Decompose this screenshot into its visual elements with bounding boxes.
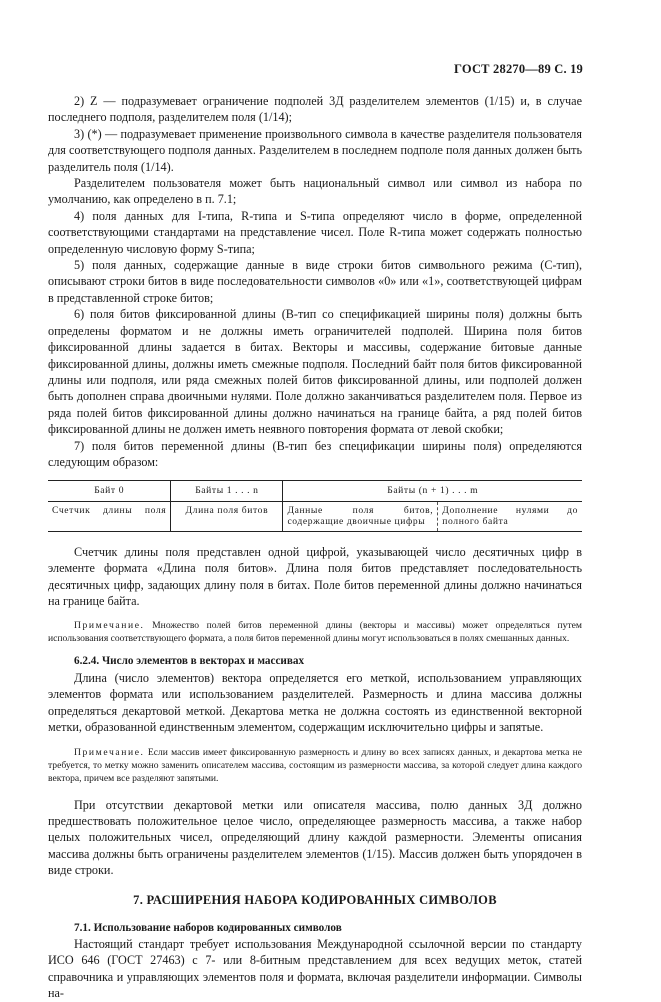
paragraph-item-7: 7) поля битов переменной длины (В-тип без спецификации ширины поля) определяются следующим образом: (48, 438, 582, 469)
paragraph-length-counter: Счетчик длины поля представлен одной цифрой, указывающей число десятичных цифр в элементе формата «Длина поля битов». Длина поля битов представляет последовательность десятичных цифр, задающих длину поля в битах. Поле битов переменной длины должно начинаться на границе байта. (48, 544, 582, 609)
section-title-7: 7. РАСШИРЕНИЯ НАБОРА КОДИРОВАННЫХ СИМВОЛОВ (133, 892, 497, 907)
table-cell-zero-padding: Дополнение нулями до полного байта (438, 501, 582, 531)
note-text: Если массив имеет фиксированную размерность и длину во всех записях данных, и декартова метка не требуется, то метку можно заменить описателем массива, состоящим из размерности массива, за которой следует длина каждого вектора, причем все разделяют запятыми. (48, 746, 582, 784)
paragraph-item-2: 2) Z — подразумевает ограничение подполей 3Д разделителем элементов (1/15) и, в случае последнего подполя, разделителем поля (1/14); (48, 94, 582, 125)
paragraph-array-dimension: При отсутствии декартовой метки или описателя массива, полю данных 3Д должно предшествовать положительное целое число, определяющее размерность массива, а также набор целых положительных чисел, определяющий длину каждой размерности. Элементы описания массива должны быть ограничены разделителем элементов (1/15). Массив должен быть упорядочен в виде строки. (48, 797, 582, 878)
note-text: Множество полей битов переменной длины (векторы и массивы) может определяться путем использования соответствующего формата, а поля битов переменной длины могут использоваться в полях смешанных данных. (48, 620, 582, 645)
subsection-title-6-2-4: 6.2.4. Число элементов в векторах и массивах (74, 655, 305, 668)
note-array-descriptor (48, 746, 582, 785)
note-label: Примечание. (74, 746, 145, 758)
page-body (48, 93, 582, 1002)
table-header-byte0: Байт 0 (48, 481, 171, 502)
subsection-title-7-1: 7.1. Использование наборов кодированных символов (74, 921, 342, 934)
bit-field-table (48, 480, 582, 532)
paragraph-vector-length: Длина (число элементов) вектора определяется его меткой, использованием управляющих элементов формата или использованием разделителей. Размерность и длина массива должны определяться декартовой меткой. Декартова метка не должна состоять из единственной векторной метки, образованной единственным элементом, содержащим исключительно цифры и запятые. (48, 670, 582, 735)
table-header-bytes-1-n: Байты 1 . . . n (171, 481, 283, 502)
paragraph-item-5: 5) поля данных, содержащие данные в виде строки битов символьного режима (С-тип), описывают строки битов в виде последовательности символов «0» или «1», соответствующей цифрам в представленной строке битов; (48, 258, 582, 305)
paragraph-item-4: 4) поля данных для I-типа, R-типа и S-типа определяют число в форме, определенной соответствующими стандартами на представление чисел. Поле R-типа может содержать полностью определенную числовую форму S-типа; (48, 208, 582, 256)
table-cell-bit-field-length: Длина поля битов (171, 501, 283, 531)
paragraph-user-separator: Разделителем пользователя может быть национальный символ или символ из набора по умолчанию, как определено в п. 7.1; (48, 176, 582, 207)
note-label: Примечание. (74, 620, 145, 632)
paragraph-coded-character-sets: Настоящий стандарт требует использования Международной ссылочной версии по стандарту ИСО 646 (ГОСТ 27463) с 7- или 8-битным представлением для всех ведущих меток, статей справочника и управляющих элементов поля и формата, включая разделители информации. Символы на- (48, 936, 582, 1001)
page-header: ГОСТ 28270—89 С. 19 (454, 62, 583, 76)
paragraph-item-6: 6) поля битов фиксированной длины (В-тип со спецификацией ширины поля) должны быть определены форматом и не должны иметь ограничителей подполей. Ширина поля битов фиксированной длины задается в битах. Векторы и массивы, содержание битовые данные фиксированной длины, должны иметь смежные подполя. Последний байт поля битов фиксированной длины или подполя, или ряда смежных полей битов фиксированной длины, или подполей должен быть дополнен справа двоичными нулями. Поле должно заканчиваться разделителем поля. Первое из ряда полей битов фиксированной длины должно начинаться на границе байта, а ряд полей битов фиксированной длины не должен иметь неявного повторения формата от левой скобки; (48, 307, 582, 437)
note-variable-bit-fields (48, 619, 582, 645)
table-cell-field-length-counter: Счетчик длины поля (48, 501, 171, 531)
table-header-bytes-n1-m: Байты (n + 1) . . . m (283, 481, 582, 502)
table-cell-bit-data: Данные поля битов, содержащие двоичные цифры (283, 501, 438, 531)
paragraph-item-3: 3) (*) — подразумевает применение произвольного символа в качестве разделителя пользователя для соответствующего подполя данных. Разделителем в последнем подполе поля данных должен быть разделитель поля (1/14). (48, 126, 582, 174)
